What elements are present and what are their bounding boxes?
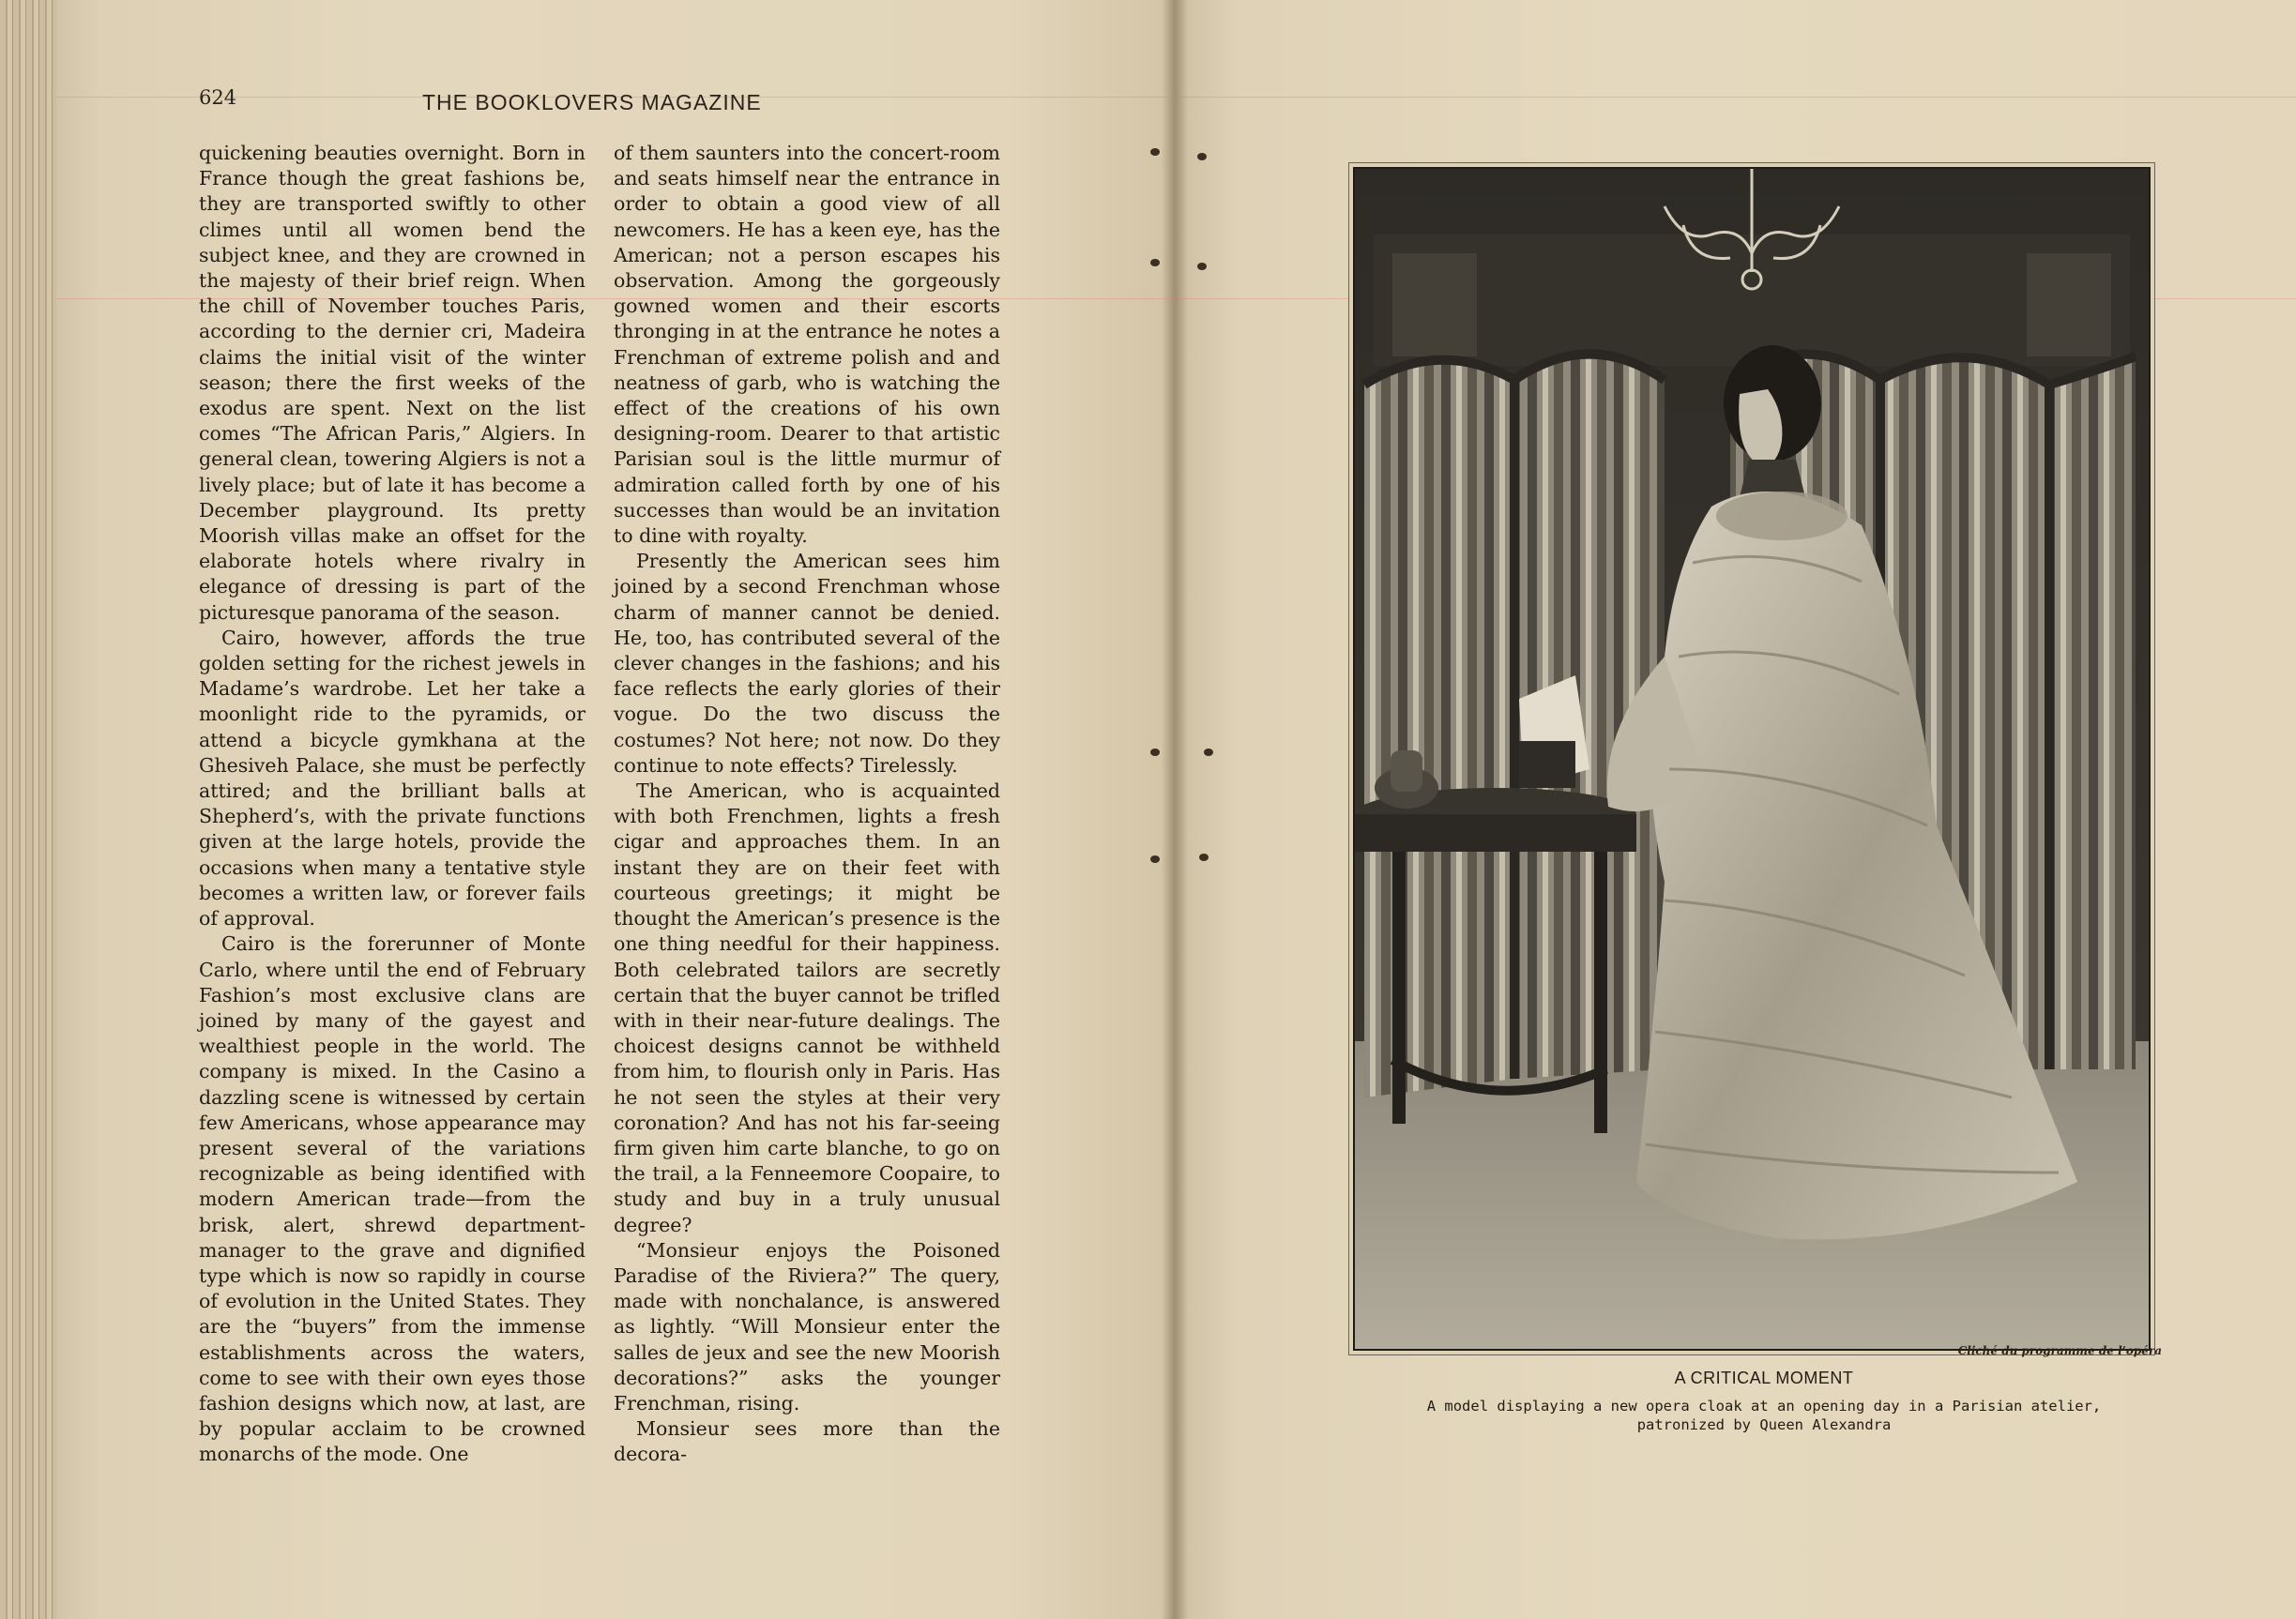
- binding-hole: [1150, 855, 1160, 863]
- paragraph: Cairo is the forerunner of Monte Carlo, where until the end of February Fashion’s most exclusive clans are joined by many of the gayest and wealthiest people in the world. The company is mixed. In the Casino a dazzling scene is witnessed by certain few Americans, whose appearance may present several of the variations recognizable as being identified with modern American trade—from the brisk, alert, shrewd department-manager to the grave and dignified type which is now so rapidly in course of evolution in the United States. They are the “buyers” from the immense establishments across the waters, come to see with their own eyes those fashion designs which now, at last, are by popular acclaim to be crowned monarchs of the mode. One: [199, 932, 585, 1466]
- caption-line: patronized by Queen Alexandra: [1636, 1416, 1892, 1433]
- paragraph: “Monsieur enjoys the Poisoned Paradise of the Riviera?” The query, made with nonchalance, is answered as lightly. “Will Monsieur enter the salles de jeux and see the new Moorish decorations?” asks the younger Frenchman, rising.: [614, 1238, 1000, 1415]
- photo-illustration: [1355, 169, 2149, 1349]
- binding-hole: [1199, 854, 1209, 861]
- caption-line: A model displaying a new opera cloak at an opening day in a Parisian atelier,: [1426, 1398, 2102, 1415]
- paragraph: Presently the American sees him joined by a second Frenchman whose charm of manner cannot be denied. He, too, has contributed several of the clever changes in the fashions; and his face reflects the early glories of their vogue. Do the two discuss the costumes? Not here; not now. Do they continue to note effects? Tirelessly.: [614, 550, 1000, 777]
- binding-hole: [1197, 153, 1207, 160]
- paragraph: of them saunters into the concert-room and seats himself near the entrance in order to obtain a good view of all newcomers. He has a keen eye, has the American; not a person escapes his observation. Among the gorgeously gowned women and their escorts thronging in at the entrance he notes a Frenchman of extreme polish and and neatness of garb, who is watching the effect of the creations of his own designing-room. Dearer to that artistic Parisian soul is the little murmur of admiration called forth by one of his successes than would be an invitation to dine with royalty.: [614, 142, 1000, 548]
- text-column-left: [199, 141, 585, 1468]
- book-gutter: [1162, 0, 1188, 1619]
- figure-caption-title: A CRITICAL MOMENT: [1674, 1369, 1854, 1387]
- binding-hole: [1204, 749, 1213, 756]
- page-number: 624: [199, 86, 237, 109]
- paragraph: Cairo, however, affords the true golden setting for the richest jewels in Madame’s wardrobe. Let her take a moonlight ride to the pyramids, or attend a bicycle gymkhana at the Ghesiveh Palace, she must be perfectly attired; and the brilliant balls at Shepherd’s, with the private functions given at the large hotels, provide the occasions when many a tentative style becomes a written law, or forever fails of approval.: [199, 626, 585, 931]
- binding-hole: [1197, 263, 1207, 270]
- binding-hole: [1150, 749, 1160, 756]
- scan-line: [56, 97, 2296, 98]
- binding-hole: [1150, 259, 1160, 266]
- text-column-right: [614, 141, 1000, 1468]
- paragraph: Monsieur sees more than the decora-: [614, 1417, 1000, 1466]
- figure-caption: [1407, 1397, 2121, 1434]
- photo-credit: Cliché du programme de l’opéra: [1957, 1344, 2162, 1357]
- paragraph: The American, who is acquainted with both Frenchmen, lights a fresh cigar and approaches them. In an instant they are on their feet with courteous greetings; it might be thought the American’s presence is the one thing needful for their happiness. Both celebrated tailors are secretly certain that the buyer cannot be trifled with in their near-future dealings. The choicest designs cannot be withheld from him, to flourish only in Paris. Has he not seen the styles at their very coronation? And has not his far-seeing firm given him carte blanche, to go on the trail, a la Fenneemore Coopaire, to study and buy in a truly unusual degree?: [614, 779, 1000, 1236]
- running-head: THE BOOKLOVERS MAGAZINE: [422, 90, 762, 114]
- paragraph: quickening beauties overnight. Born in France though the great fashions be, they are transported swiftly to other climes until all women bend the subject knee, and they are crowned in the majesty of their brief reign. When the chill of November touches Paris, according to the dernier cri, Madeira claims the initial visit of the winter season; there the first weeks of the exodus are spent. Next on the list comes “The African Paris,” Algiers. In general clean, towering Algiers is not a lively place; but of late it has become a December playground. Its pretty Moorish villas make an offset for the elaborate hotels where rivalry in elegance of dressing is part of the picturesque panorama of the season.: [199, 142, 585, 624]
- binding-hole: [1150, 148, 1160, 156]
- photograph-opera-cloak: [1353, 167, 2151, 1351]
